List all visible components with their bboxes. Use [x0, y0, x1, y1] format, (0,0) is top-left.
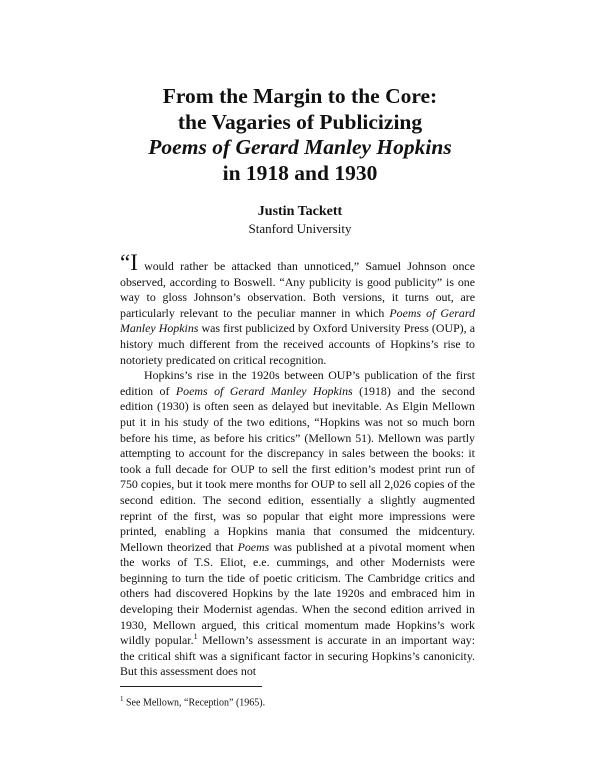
footnote-number: 1 — [120, 695, 124, 703]
footnote — [120, 693, 475, 709]
author-name: Justin Tackett — [257, 204, 343, 219]
paragraph-1 — [120, 250, 475, 368]
p2-italic-poems: Poems — [237, 539, 270, 554]
title-line-3: Poems of Gerard Manley Hopkins — [148, 135, 452, 159]
p2-text-b: (1918) and the second edition (1930) is often seen as delayed but inevitable. As Elgin Mellown put it in his study of the two editions, “Hopkins was not so much born before his time, as before his critics” (Mellown 51). Mellown was partly attempting to account for the discrepancy in sales between the books: it took a full decade for OUP to sell the first edition’s modest print run of 750 copies, but it took mere months for OUP to sell all 2,026 copies of the second edition. The second edition, essentially a slightly augmented reprint of the first, was so popular that eight more impressions were printed, enabling a Hopkins mania that consumed the midcentury. Mellown theorized that — [120, 383, 476, 554]
p2-italic-title: Poems of Gerard Manley Hopkins — [175, 383, 353, 398]
p1-text-a: would rather be attacked than unnoticed,” Samuel Johnson once observed, according to Boswell. “Any publicity is good publicity” is one way to gloss Johnson’s observation. Both versions, it turns out, are particularly relevant to the peculiar manner in which — [120, 259, 475, 320]
title-line-4: in 1918 and 1930 — [222, 160, 378, 185]
p2-text-a: Hopkins’s rise in the 1920s between OUP’s publication of the first edition of — [120, 368, 475, 398]
drop-cap-quote: “ — [120, 250, 131, 275]
p2-text-d: Mellown’s assessment is accurate in an important way: the critical shift was a significant factor in securing Hopkins’s canonicity. But this assessment does not — [120, 633, 475, 679]
title-line-2: the Vagaries of Publicizing — [177, 109, 423, 134]
footnote-reference[interactable]: 1 — [193, 632, 198, 642]
author-affiliation: Stanford University — [248, 221, 352, 236]
footnote-text: See Mellown, “Reception” (1965). — [123, 697, 266, 709]
title-line-1: From the Margin to the Core: — [162, 84, 438, 108]
drop-cap-letter: I — [130, 250, 138, 275]
p1-italic-title: Poems of Gerard Manley Hopkins — [120, 305, 475, 336]
paper-title — [100, 84, 500, 186]
footnote-divider — [120, 686, 262, 687]
p2-text-c: was published at a pivotal moment when the works of T.S. Eliot, e.e. cummings, and other Modernists were beginning to turn the tide of poetic criticism. The Cambridge critics and others had discovered Hopkins by the late 1920s and embraced him in developing their Modernist agendas. When the second edition arrived in 1930, Mellown argued, this critical momentum made Hopkins’s work wildly popular. — [120, 539, 475, 648]
paragraph-2 — [120, 368, 475, 680]
p1-text-b: was first publicized by Oxford University Press (OUP), a history much different from the received accounts of Hopkins’s rise to notoriety predicated on critical recognition. — [120, 321, 475, 367]
body-text — [120, 250, 476, 680]
